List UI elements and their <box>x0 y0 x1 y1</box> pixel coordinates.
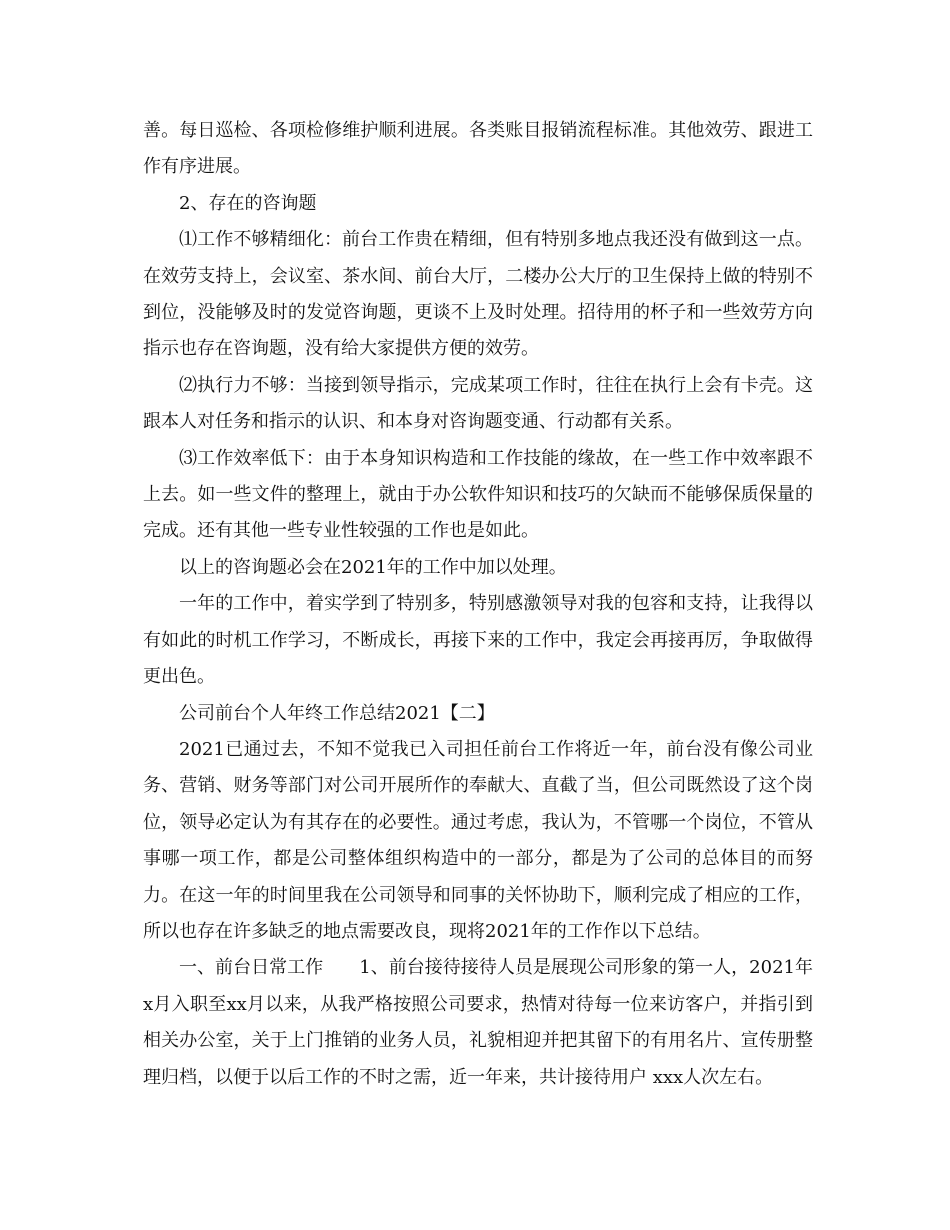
section-heading-problems: 2、存在的咨询题 <box>179 192 317 214</box>
section-title-part-two: 公司前台个人年终工作总结2021【二】 <box>179 702 495 724</box>
paragraph-problem-3: ⑶工作效率低下：由于本身知识构造和工作技能的缘故，在一些工作中效率跟不上去。如一些文件的整理上，就由于办公软件知识和技巧的欠缺而不能够保质保量的完成。还有其他一些专业性较强的工作也是如此。 <box>143 447 813 542</box>
paragraph-problem-1: ⑴工作不够精细化：前台工作贵在精细，但有特别多地点我还没有做到这一点。在效劳支持上，会议室、茶水间、前台大厅，二楼办公大厅的卫生保持上做的特别不到位，没能够及时的发觉咨询题，更谈不上及时处理。招待用的杯子和一些效劳方向指示也存在咨询题，没有给大家提供方便的效劳。 <box>143 229 813 360</box>
paragraph-problem-2: ⑵执行力不够：当接到领导指示，完成某项工作时，往往在执行上会有卡壳。这跟本人对任务和指示的认识、和本身对咨询题变通、行动都有关系。 <box>143 374 813 433</box>
paragraph-front-desk-daily-work: 一、前台日常工作 1、前台接待接待人员是展现公司形象的第一人，2021年x月入职至xx月以来，从我严格按照公司要求，热情对待每一位来访客户，并指引到相关办公室，关于上门推销的业务人员，礼貌相迎并把其留下的有用名片、宣传册整理归档，以便于以后工作的不时之需，近一年来，共计接待用户 xxx人次左右。 <box>143 957 813 1088</box>
paragraph-continuation: 善。每日巡检、各项检修维护顺利进展。各类账目报销流程标准。其他效劳、跟进工作有序进展。 <box>143 120 813 178</box>
document-body <box>143 113 813 1096</box>
paragraph-closing: 一年的工作中，着实学到了特别多，特别感激领导对我的包容和支持，让我得以有如此的时机工作学习，不断成长，再接下来的工作中，我定会再接再厉，争取做得更出色。 <box>143 593 813 688</box>
paragraph-intro-part-two: 2021已通过去，不知不觉我已入司担任前台工作将近一年，前台没有像公司业务、营销、财务等部门对公司开展所作的奉献大、直截了当，但公司既然设了这个岗位，领导必定认为有其存在的必要性。通过考虑，我认为，不管哪一个岗位，不管从事哪一项工作，都是公司整体组织构造中的一部分，都是为了公司的总体目的而努力。在这一年的时间里我在公司领导和同事的关怀协助下，顺利完成了相应的工作，所以也存在许多缺乏的地点需要改良，现将2021年的工作作以下总结。 <box>143 738 813 942</box>
paragraph-resolution: 以上的咨询题必会在2021年的工作中加以处理。 <box>179 556 567 578</box>
